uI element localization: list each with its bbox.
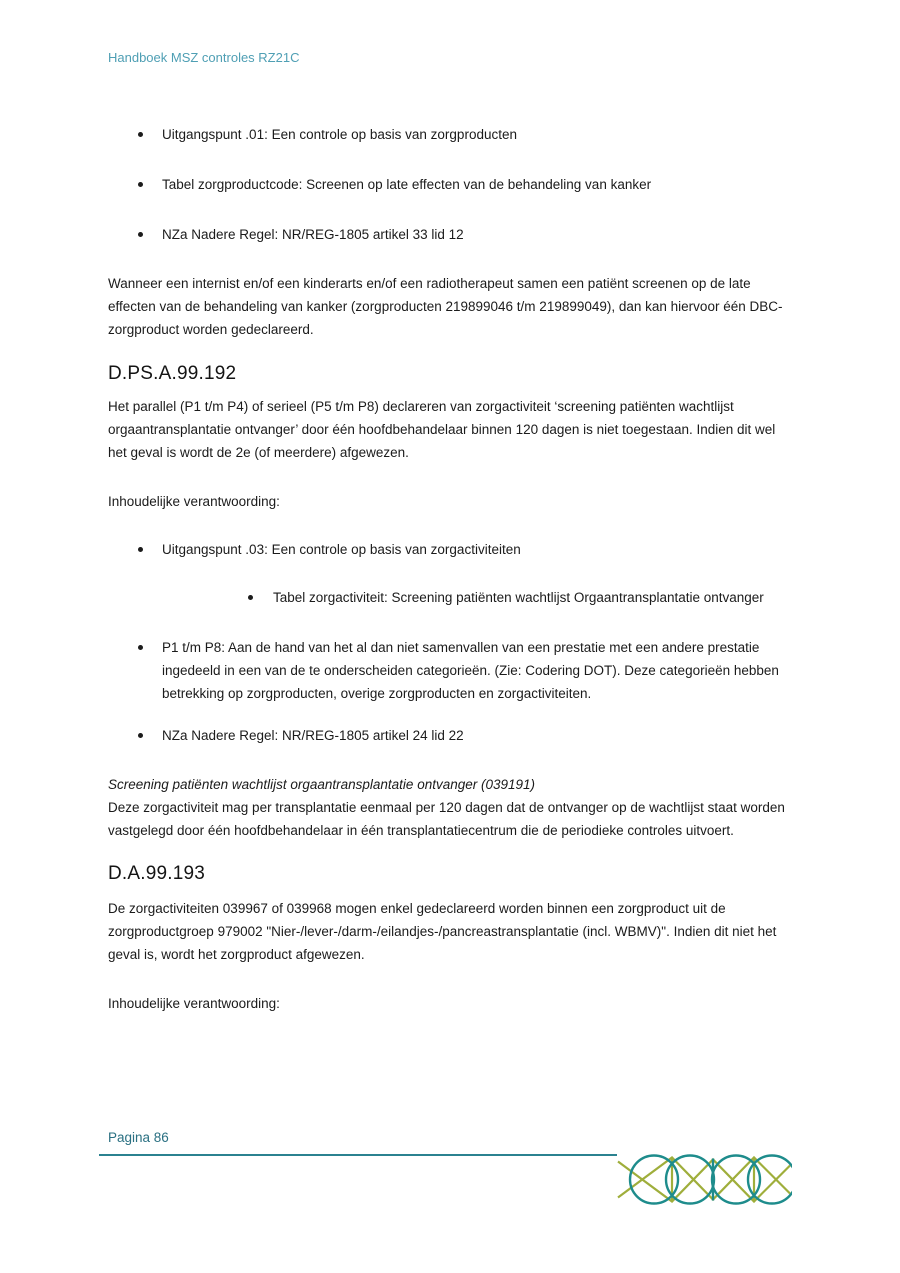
list-item: [108, 223, 794, 246]
intro-paragraph: Wanneer een internist en/of een kinderarts en/of een radiotherapeut samen een patiënt screenen op de late effecten van de behandeling van kanker (zorgproducten 219899046 t/m 219899049), dan kan hiervoor één DBC-zorgproduct worden gedeclareerd.: [108, 276, 783, 337]
list-item: [108, 538, 794, 561]
bullet-icon: [138, 182, 143, 187]
footer-divider: [99, 1154, 617, 1156]
page-content: [108, 0, 794, 1015]
list-item-sub: [108, 586, 794, 609]
section-heading: D.PS.A.99.192: [108, 363, 237, 384]
bullet-icon: [138, 645, 143, 650]
dna-helix-logo: [616, 1153, 792, 1207]
list-item-text: Tabel zorgactiviteit: Screening patiënten wachtlijst Orgaantransplantatie ontvanger: [273, 590, 764, 605]
section-bullet-list: [108, 538, 794, 561]
running-header: Handboek MSZ controles RZ21C: [108, 50, 300, 65]
section-paragraph: De zorgactiviteiten 039967 of 039968 mogen enkel gedeclareerd worden binnen een zorgproduct uit de zorgproductgroep 979002 "Nier-/lever-/darm-/eilandjes-/pancreastransplantatie (incl. WBMV)". Indien dit niet het geval is, wordt het zorgproduct afgewezen.: [108, 901, 777, 962]
section-bullet-list: [108, 636, 794, 747]
note-title: Screening patiënten wachtlijst orgaantransplantatie ontvanger (039191): [108, 777, 536, 792]
list-item: [108, 636, 794, 705]
verantwoording-label: Inhoudelijke verantwoording:: [108, 996, 280, 1011]
page-number: Pagina 86: [108, 1130, 169, 1145]
bullet-icon: [138, 232, 143, 237]
verantwoording-label: Inhoudelijke verantwoording:: [108, 494, 280, 509]
bullet-icon: [138, 132, 143, 137]
list-item-text: P1 t/m P8: Aan de hand van het al dan niet samenvallen van een prestatie met een andere prestatie ingedeeld in een van de te onderscheiden categorieën. (Zie: Codering DOT). Deze categorieën hebben betrekking op zorgproducten, overige zorgproducten en zorgactiviteiten.: [162, 640, 779, 701]
bullet-icon: [248, 595, 253, 600]
sub-bullet-list: [108, 586, 794, 609]
list-item: [108, 724, 794, 747]
intro-bullet-list: [108, 123, 794, 246]
list-item-text: NZa Nadere Regel: NR/REG-1805 artikel 33 lid 12: [162, 227, 464, 242]
list-item-text: Uitgangspunt .01: Een controle op basis van zorgproducten: [162, 127, 517, 142]
section-paragraph: Het parallel (P1 t/m P4) of serieel (P5 t/m P8) declareren van zorgactiviteit ‘screening patiënten wachtlijst orgaantransplantatie ontvanger’ door één hoofdbehandelaar binnen 120 dagen is niet toegestaan. Indien dit wel het geval is wordt de 2e (of meerdere) afgewezen.: [108, 399, 776, 460]
list-item-text: NZa Nadere Regel: NR/REG-1805 artikel 24 lid 22: [162, 728, 464, 743]
list-item: [108, 123, 794, 146]
bullet-icon: [138, 547, 143, 552]
dna-helix-logo-icon: [616, 1153, 792, 1207]
list-item: [108, 173, 794, 196]
bullet-icon: [138, 733, 143, 738]
list-item-text: Uitgangspunt .03: Een controle op basis van zorgactiviteiten: [162, 542, 521, 557]
note-paragraph: Deze zorgactiviteit mag per transplantatie eenmaal per 120 dagen dat de ontvanger op de wachtlijst staat worden vastgelegd door één hoofdbehandelaar in één transplantatiecentrum die de periodieke controles uitvoert.: [108, 800, 785, 838]
list-item-text: Tabel zorgproductcode: Screenen op late effecten van de behandeling van kanker: [162, 177, 652, 192]
section-heading: D.A.99.193: [108, 863, 206, 884]
